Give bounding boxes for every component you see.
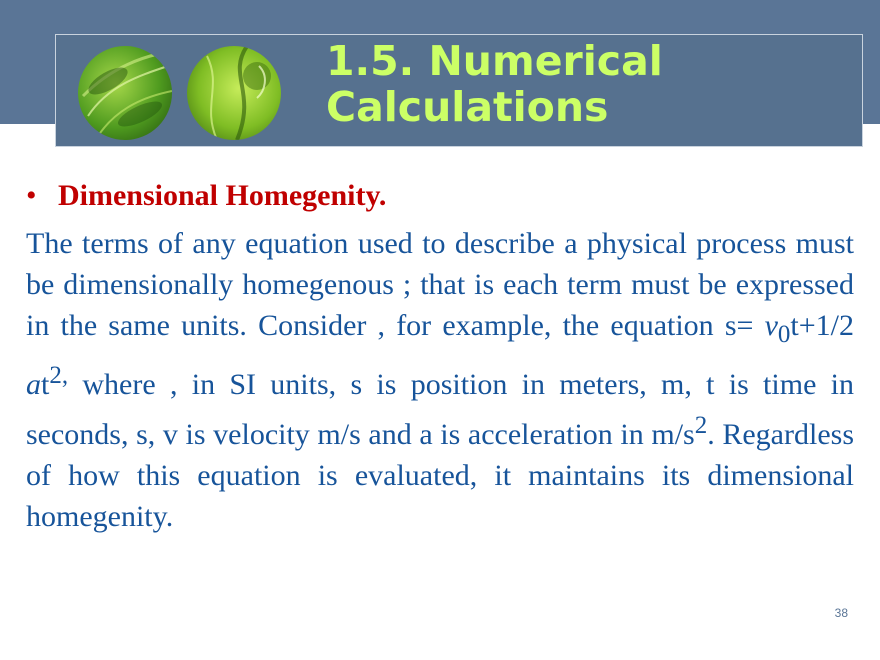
body-text-4: where , in SI units, s is position in meters, m, t is time in seconds, s, v is velocity m/s and a is acceleration in m/s [26,368,854,451]
velocity-symbol: v [764,309,778,342]
velocity-subscript: 0 [777,321,791,348]
time-superscript: 2, [49,362,69,389]
unit-superscript: 2 [694,412,708,439]
acceleration-symbol: a [26,368,41,401]
leaf-photo-icon [78,46,172,140]
body-paragraph [26,223,854,537]
slide-title [326,38,846,130]
bullet-item [26,176,856,216]
title-line-1: 1.5. Numerical [326,37,663,85]
body-text-5: . Regardless of how this equation is evaluated, it maintains its dimensional homegenity. [26,418,854,533]
title-line-2: Calculations [326,83,609,131]
bullet-icon: • [26,179,37,212]
body-text-1: The terms of any equation used to describe a physical process must be dimensionally homegenous ; that is each term must be expressed in the same units. Consider , for example, the equation s= [26,227,854,342]
leaf-photo-icon [187,46,281,140]
page-number: 38 [834,606,848,620]
body-text-3: t [41,368,50,401]
body-text-2: t+1/2 [790,309,854,342]
bullet-heading: Dimensional Homegenity. [58,179,387,212]
